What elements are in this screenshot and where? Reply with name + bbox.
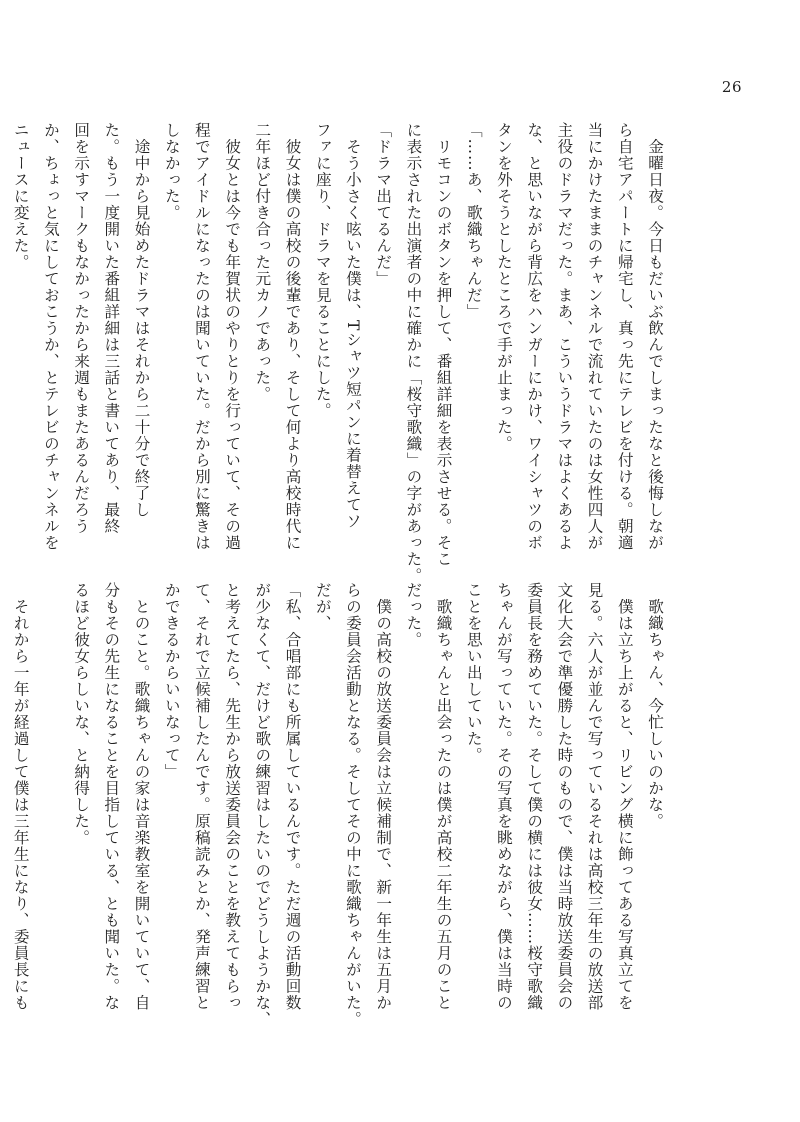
text-line: リモコンのボタンを押して、番組詳細を表示させる。そこ	[434, 122, 453, 568]
text-line: 「……あ、歌織ちゃんだ」	[464, 122, 483, 320]
text-line: ファに座り、ドラマを見ることにした。	[313, 122, 332, 419]
text-line: ら自宅アパートに帰宅し、真っ先にテレビを付ける。朝適	[615, 122, 634, 551]
text-line: な、と思いながら背広をハンガーにかけ、ワイシャツのボ	[525, 122, 544, 551]
text-line: 彼女は僕の高校の後輩であり、そして何より高校時代に	[283, 122, 302, 551]
text-line: るほど彼女らしいな、と納得した。	[72, 582, 91, 846]
text-line: に表示された出演者の中に確かに「桜守歌織」の字があった。	[404, 122, 423, 584]
text-line: 委員長を務めていた。そして僕の横には彼女……桜守歌織	[525, 582, 544, 1011]
text-line: 金曜日夜。今日もだいぶ飲んでしまったなと後悔しなが	[646, 122, 664, 551]
text-line: 歌織ちゃんと出会ったのは僕が高校二年生の五月のこと	[434, 582, 453, 1011]
text-line: 「私、合唱部にも所属しているんです。ただ週の活動回数	[283, 582, 302, 1011]
text-line: 文化大会で準優勝した時のもので、僕は当時放送委員会の	[555, 582, 574, 1011]
text-line	[36, 582, 66, 1022]
text-line: だが、	[313, 582, 332, 632]
page-number: 26	[721, 78, 742, 96]
text-line: かできるからいいなって」	[162, 582, 181, 780]
text-line: それから一年が経過して僕は三年生になり、委員長にも	[11, 582, 30, 1011]
text-block-top	[11, 122, 670, 584]
text-line: た。もう一度開いた番組詳細は三話と書いてあり、最終	[102, 122, 121, 535]
text-line: 歌織ちゃん、今忙しいのかな。	[646, 582, 664, 830]
text-line: 分もその先生になることを目指している、とも聞いた。な	[102, 582, 121, 1011]
text-line: 当にかけたままのチャンネルで流れていたのは女性四人が	[585, 122, 604, 551]
text-line: 主役のドラマだった。まあ、こういうドラマはよくあるよ	[555, 122, 574, 551]
text-line: 彼女とは今でも年賀状のやりとりを行っていて、その過	[223, 122, 242, 551]
text-line: タンを外そうとしたところで手が止まった。	[494, 122, 513, 452]
text-line: て、それで立候補したんです。原稿読みとか、発声練習と	[192, 582, 211, 1011]
text-line: 「ドラマ出てるんだ」	[374, 122, 393, 287]
text-line: 程でアイドルになったのは聞いていた。だから別に驚きは	[192, 122, 211, 551]
text-line: 僕の高校の放送委員会は立候補制で、新一年生は五月か	[374, 582, 393, 1011]
text-line: とのこと。歌織ちゃんの家は音楽教室を開いていて、自	[132, 582, 151, 1011]
text-line: 僕は立ち上がると、リビング横に飾ってある写真立てを	[615, 582, 634, 1011]
text-line: か、ちょっと気にしておこうか、とテレビのチャンネルを	[41, 122, 60, 551]
text-line: そう小さく呟いた僕は、Tシャツ短パンに着替えてソ	[343, 122, 362, 530]
text-line: と考えてたら、先生から放送委員会のことを教えてもらっ	[223, 582, 242, 1011]
text-line: 回を示すマークもなかったから来週もまたあるんだろう	[72, 122, 91, 535]
text-block-bottom	[11, 582, 670, 1028]
text-line: だった。	[404, 582, 423, 648]
text-line: が少なくて、だけど歌の練習はしたいのでどうしようかな、	[253, 582, 272, 1028]
text-line: 見る。六人が並んで写っているそれは高校三年生の放送部	[585, 582, 604, 1011]
text-line: 途中から見始めたドラマはそれから二十分で終了し	[132, 122, 151, 518]
text-line: らの委員会活動となる。そしてその中に歌織ちゃんがいた。	[343, 582, 362, 1028]
text-line: ニュースに変えた。	[11, 122, 30, 271]
text-line: ことを思い出していた。	[464, 582, 483, 764]
text-line: 二年ほど付き合った元カノであった。	[253, 122, 272, 403]
text-line: しなかった。	[162, 122, 181, 221]
text-line: ちゃんが写っていた。その写真を眺めながら、僕は当時の	[494, 582, 513, 1011]
